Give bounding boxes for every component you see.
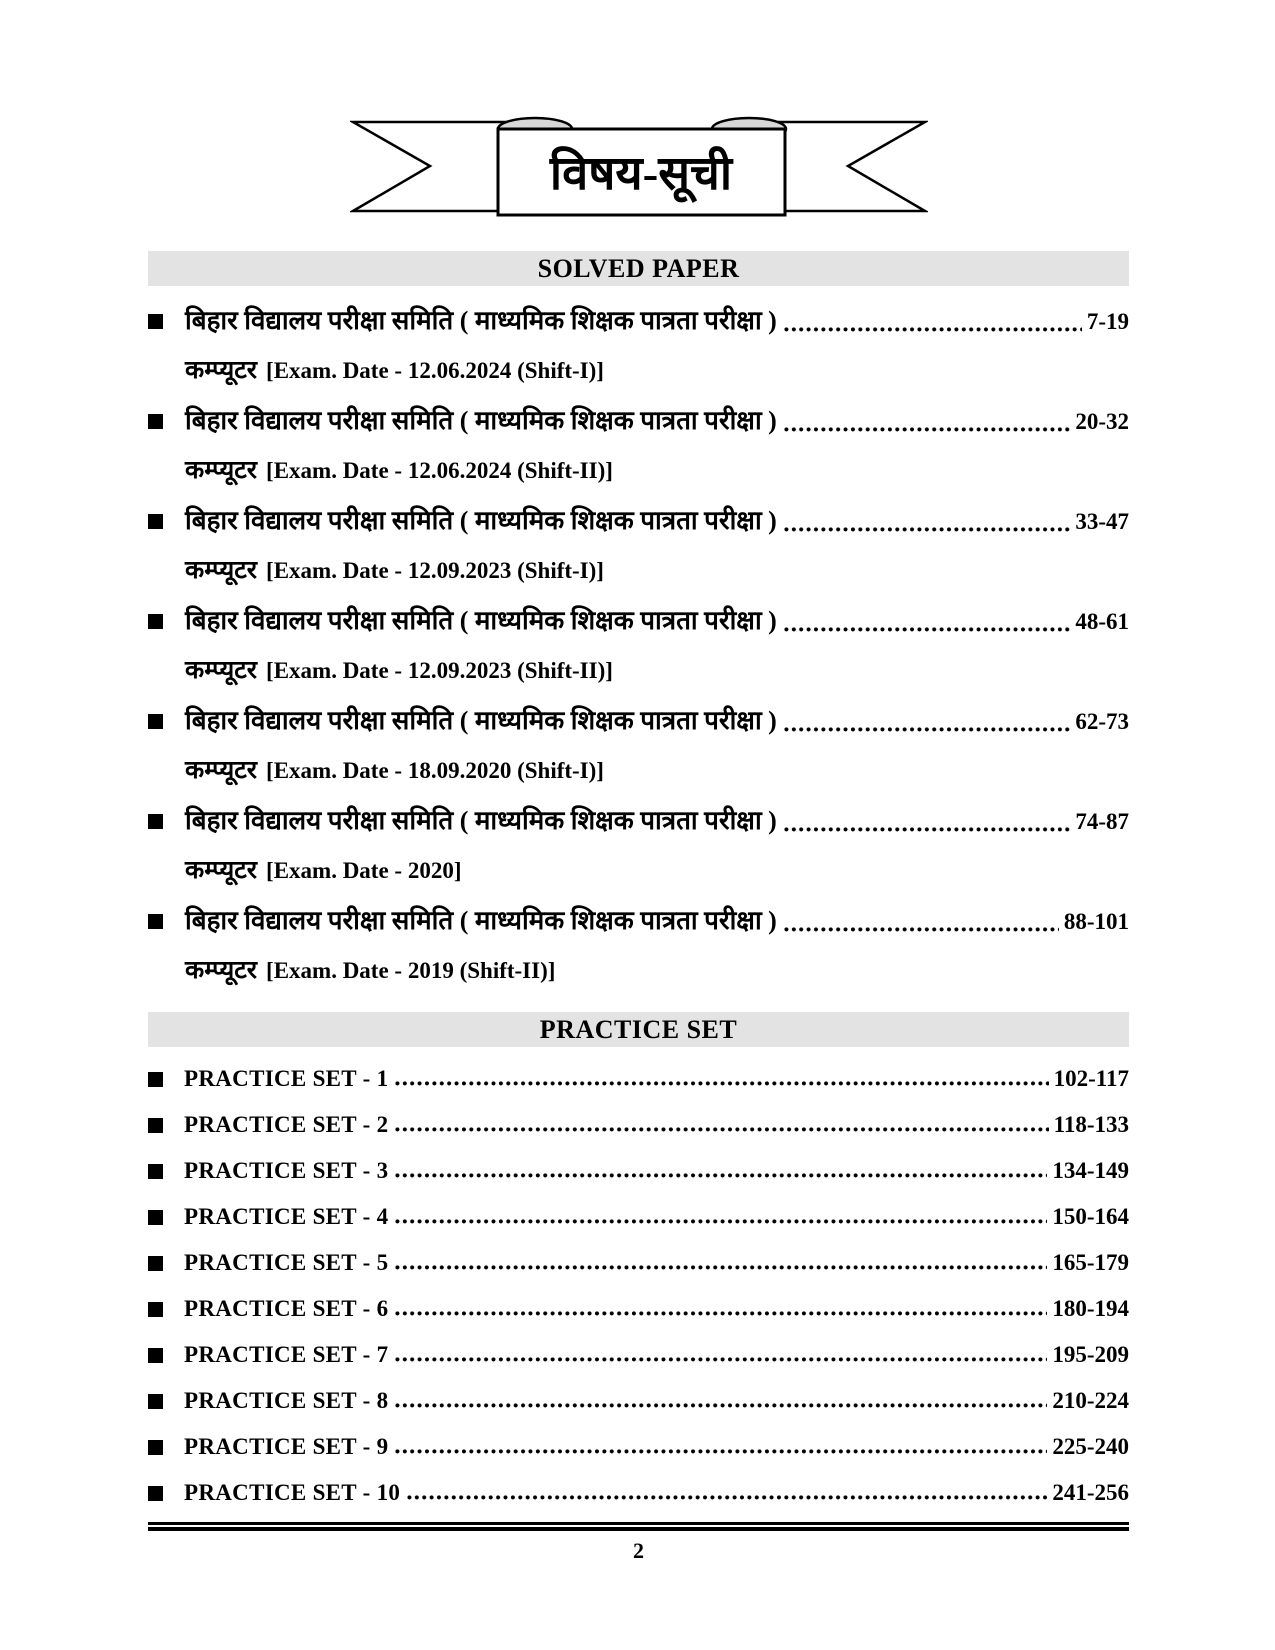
toc-entry-pages: 48-61	[1075, 609, 1129, 634]
toc-entry-row	[148, 303, 1129, 339]
toc-entry-title: बिहार विद्यालय परीक्षा समिति ( माध्यमिक शिक्षक पात्रता परीक्षा )	[185, 706, 777, 735]
practice-set-pages: 241-256	[1052, 1480, 1129, 1505]
page-number: 2	[633, 1538, 644, 1563]
practice-set-pages: 134-149	[1052, 1158, 1129, 1183]
dotted-leader	[395, 1081, 1048, 1086]
dotted-leader	[395, 1265, 1047, 1270]
section-header-solved-paper: SOLVED PAPER	[148, 251, 1129, 286]
dotted-leader	[395, 1449, 1047, 1454]
practice-set-pages: 180-194	[1052, 1296, 1129, 1321]
toc-entry-exam-detail: [Exam. Date - 2020]	[266, 858, 462, 883]
toc-entry-pages: 88-101	[1063, 909, 1129, 934]
practice-set-row	[148, 1415, 1129, 1461]
toc-entry-row	[148, 903, 1129, 939]
bullet-square-icon	[148, 1394, 163, 1409]
toc-entry-pages: 20-32	[1075, 409, 1129, 434]
toc-entry	[148, 686, 1129, 786]
toc-entry-subtitle	[185, 555, 1129, 586]
toc-entry-row	[148, 603, 1129, 639]
toc-entry-subtitle	[185, 855, 1129, 886]
bullet-square-icon	[148, 1440, 163, 1455]
toc-entry-subject: कम्प्यूटर	[185, 657, 258, 684]
toc-entry-subtitle	[185, 955, 1129, 986]
bullet-square-icon	[148, 614, 163, 629]
dotted-leader	[784, 827, 1070, 832]
toc-entry	[148, 786, 1129, 886]
toc-entry-row	[148, 503, 1129, 539]
ribbon-banner-graphic	[350, 116, 928, 218]
toc-entry-exam-detail: [Exam. Date - 12.09.2023 (Shift-II)]	[266, 658, 613, 683]
banner-ribbon	[148, 116, 1129, 218]
toc-entry-exam-detail: [Exam. Date - 12.09.2023 (Shift-I)]	[266, 558, 604, 583]
practice-set-entries	[148, 1047, 1129, 1507]
practice-set-pages: 225-240	[1052, 1434, 1129, 1459]
bullet-square-icon	[148, 1164, 163, 1179]
toc-entry-subtitle	[185, 755, 1129, 786]
practice-set-pages: 165-179	[1052, 1250, 1129, 1275]
toc-entry-subject: कम्प्यूटर	[185, 757, 258, 784]
toc-entry-subject: कम्प्यूटर	[185, 557, 258, 584]
toc-entry-subject: कम्प्यूटर	[185, 457, 258, 484]
practice-set-pages: 102-117	[1053, 1066, 1129, 1091]
practice-set-row	[148, 1231, 1129, 1277]
practice-set-label: PRACTICE SET - 4	[184, 1204, 389, 1229]
dotted-leader	[784, 627, 1070, 632]
dotted-leader	[784, 327, 1082, 332]
practice-set-row	[148, 1277, 1129, 1323]
practice-set-row	[148, 1047, 1129, 1093]
toc-entry-title: बिहार विद्यालय परीक्षा समिति ( माध्यमिक शिक्षक पात्रता परीक्षा )	[185, 906, 777, 935]
toc-entry-subject: कम्प्यूटर	[185, 857, 258, 884]
dotted-leader	[784, 727, 1070, 732]
dotted-leader	[395, 1311, 1047, 1316]
dotted-leader	[395, 1403, 1047, 1408]
toc-entry-subtitle	[185, 655, 1129, 686]
bullet-square-icon	[148, 414, 163, 429]
bullet-square-icon	[148, 1072, 163, 1087]
solved-paper-entries	[148, 286, 1129, 986]
toc-entry-exam-detail: [Exam. Date - 18.09.2020 (Shift-I)]	[266, 758, 604, 783]
toc-entry-title: बिहार विद्यालय परीक्षा समिति ( माध्यमिक शिक्षक पात्रता परीक्षा )	[185, 406, 777, 435]
toc-entry-subtitle	[185, 455, 1129, 486]
toc-entry-subject: कम्प्यूटर	[185, 357, 258, 384]
toc-entry-pages: 33-47	[1075, 509, 1129, 534]
page-title: विषय-सूची	[549, 148, 732, 200]
practice-set-label: PRACTICE SET - 7	[184, 1342, 389, 1367]
practice-set-label: PRACTICE SET - 9	[184, 1434, 389, 1459]
dotted-leader	[395, 1219, 1047, 1224]
practice-set-row	[148, 1461, 1129, 1507]
practice-set-pages: 210-224	[1052, 1388, 1129, 1413]
bullet-square-icon	[148, 1486, 163, 1501]
practice-set-row	[148, 1139, 1129, 1185]
toc-entry-exam-detail: [Exam. Date - 12.06.2024 (Shift-II)]	[266, 458, 613, 483]
practice-set-label: PRACTICE SET - 1	[184, 1066, 389, 1091]
toc-entry-subject: कम्प्यूटर	[185, 957, 258, 984]
bullet-square-icon	[148, 314, 163, 329]
practice-set-label: PRACTICE SET - 6	[184, 1296, 389, 1321]
toc-entry-subtitle	[185, 355, 1129, 386]
bullet-square-icon	[148, 1302, 163, 1317]
practice-set-label: PRACTICE SET - 3	[184, 1158, 389, 1183]
dotted-leader	[395, 1127, 1048, 1132]
toc-entry	[148, 486, 1129, 586]
dotted-leader	[407, 1495, 1047, 1500]
practice-set-pages: 118-133	[1053, 1112, 1129, 1137]
practice-set-row	[148, 1369, 1129, 1415]
bullet-square-icon	[148, 814, 163, 829]
practice-set-pages: 195-209	[1052, 1342, 1129, 1367]
toc-entry-title: बिहार विद्यालय परीक्षा समिति ( माध्यमिक शिक्षक पात्रता परीक्षा )	[185, 506, 777, 535]
footer-divider	[148, 1522, 1129, 1531]
practice-set-label: PRACTICE SET - 8	[184, 1388, 389, 1413]
practice-set-row	[148, 1185, 1129, 1231]
toc-entry-pages: 62-73	[1075, 709, 1129, 734]
toc-entry-row	[148, 703, 1129, 739]
dotted-leader	[395, 1173, 1047, 1178]
toc-entry	[148, 286, 1129, 386]
bullet-square-icon	[148, 1210, 163, 1225]
toc-entry	[148, 386, 1129, 486]
toc-entry-exam-detail: [Exam. Date - 2019 (Shift-II)]	[266, 958, 556, 983]
bullet-square-icon	[148, 1256, 163, 1271]
bullet-square-icon	[148, 1118, 163, 1133]
toc-entry-pages: 7-19	[1086, 309, 1129, 334]
practice-set-label: PRACTICE SET - 5	[184, 1250, 389, 1275]
dotted-leader	[784, 527, 1070, 532]
toc-entry-title: बिहार विद्यालय परीक्षा समिति ( माध्यमिक शिक्षक पात्रता परीक्षा )	[185, 806, 777, 835]
section-header-practice-set: PRACTICE SET	[148, 1012, 1129, 1047]
toc-entry-exam-detail: [Exam. Date - 12.06.2024 (Shift-I)]	[266, 358, 604, 383]
toc-entry	[148, 586, 1129, 686]
toc-entry-row	[148, 803, 1129, 839]
bullet-square-icon	[148, 714, 163, 729]
practice-set-label: PRACTICE SET - 2	[184, 1112, 389, 1137]
bullet-square-icon	[148, 1348, 163, 1363]
toc-entry-row	[148, 403, 1129, 439]
dotted-leader	[784, 927, 1059, 932]
practice-set-pages: 150-164	[1052, 1204, 1129, 1229]
toc-entry-title: बिहार विद्यालय परीक्षा समिति ( माध्यमिक शिक्षक पात्रता परीक्षा )	[185, 306, 777, 335]
dotted-leader	[784, 427, 1070, 432]
practice-set-row	[148, 1323, 1129, 1369]
practice-set-row	[148, 1093, 1129, 1139]
toc-entry-pages: 74-87	[1075, 809, 1129, 834]
bullet-square-icon	[148, 914, 163, 929]
dotted-leader	[395, 1357, 1047, 1362]
practice-set-label: PRACTICE SET - 10	[184, 1480, 401, 1505]
toc-entry	[148, 886, 1129, 986]
toc-entry-title: बिहार विद्यालय परीक्षा समिति ( माध्यमिक शिक्षक पात्रता परीक्षा )	[185, 606, 777, 635]
bullet-square-icon	[148, 514, 163, 529]
